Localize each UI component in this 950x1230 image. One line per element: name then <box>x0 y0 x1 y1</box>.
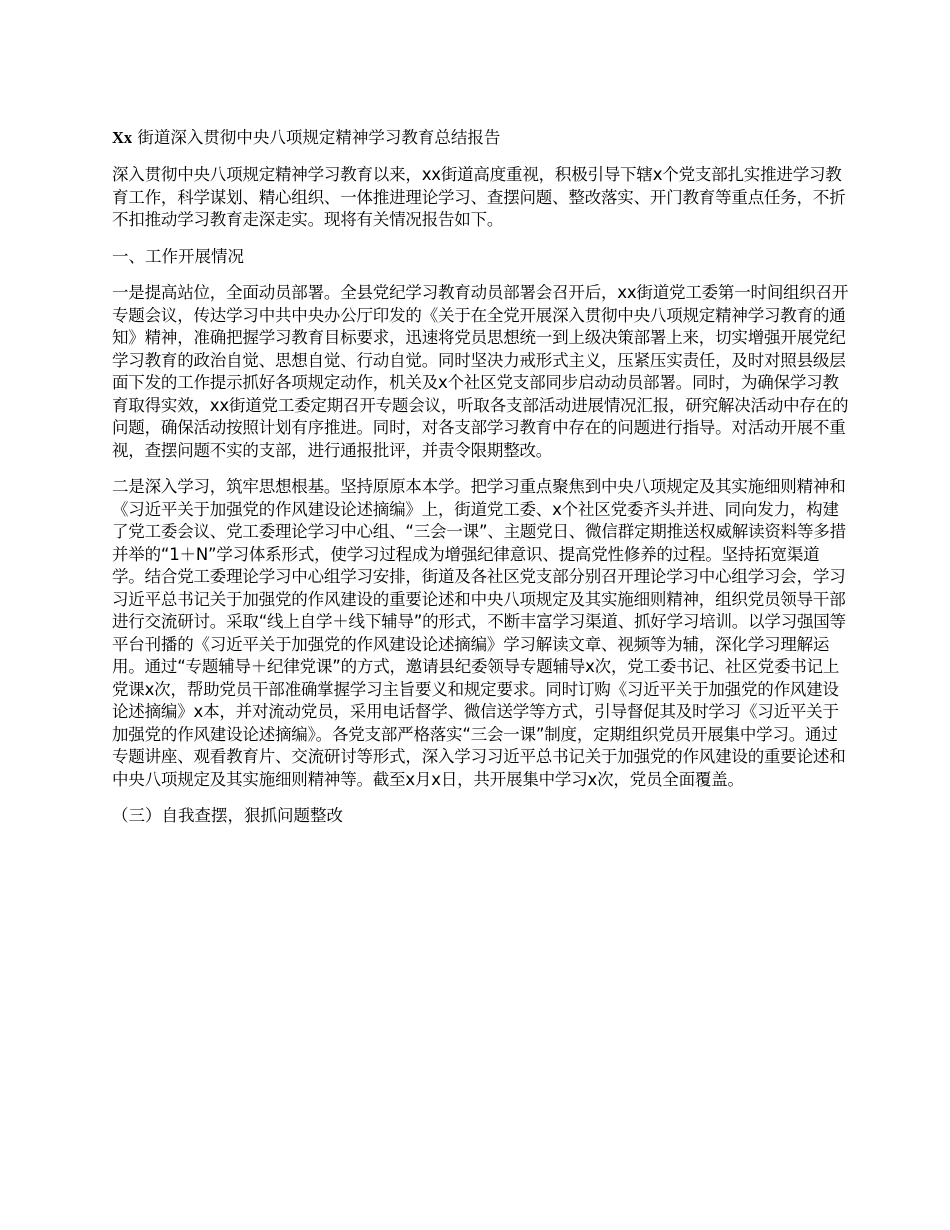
document-title <box>112 126 850 150</box>
title-text: 街道深入贯彻中央八项规定精神学习教育总结报告 <box>137 128 501 147</box>
intro-paragraph: 深入贯彻中央八项规定精神学习教育以来，xx街道高度重视，积极引导下辖x个党支部扎实推进学习教育工作，科学谋划、精心组织、一体推进理论学习、查摆问题、整改落实、开门教育等重点任务，不折不扣推动学习教育走深走实。现将有关情况报告如下。 <box>112 165 846 229</box>
section-heading-self-check: （三）自我查摆，狠抓问题整改 <box>112 806 343 825</box>
paragraph-study: 二是深入学习，筑牢思想根基。坚持原原本本学。把学习重点聚焦到中央八项规定及其实施细则精神和《习近平关于加强党的作风建设论述摘编》上，街道党工委、x个社区党委齐头并进、同向发力，构建了党工委会议、党工委理论学习中心组、“三会一课”、主题党日、微信群定期推送权威解读资料等多措并举的“1＋N”学习体系形式，使学习过程成为增强纪律意识、提高党性修养的过程。坚持拓宽渠道学。结合党工委理论学习中心组学习安排，街道及各社区党支部分别召开理论学习中心组学习会，学习习近平总书记关于加强党的作风建设的重要论述和中央八项规定及其实施细则精神，组织党员领导干部进行交流研讨。采取“线上自学＋线下辅导”的形式，不断丰富学习渠道、抓好学习培训。以学习强国等平台刊播的《习近平关于加强党的作风建设论述摘编》学习解读文章、视频等为辅，深化学习理解运用。通过“专题辅导＋纪律党课”的方式，邀请县纪委领导专题辅导x次，党工委书记、社区党委书记上党课x次，帮助党员干部准确掌握学习主旨要义和规定要求。同时订购《习近平关于加强党的作风建设论述摘编》x本，并对流动党员，采用电话督学、微信送学等方式，引导督促其及时学习《习近平关于加强党的作风建设论述摘编》。各党支部严格落实“三会一课”制度，定期组织党员开展集中学习。通过专题讲座、观看教育片、交流研讨等形式，深入学习习近平总书记关于加强党的作风建设的重要论述和中央八项规定及其实施细则精神等。截至x月x日，共开展集中学习x次，党员全面覆盖。 <box>112 477 846 789</box>
paragraph-mobilization: 一是提高站位，全面动员部署。全县党纪学习教育动员部署会召开后，xx街道党工委第一时间组织召开专题会议，传达学习中共中央办公厅印发的《关于在全党开展深入贯彻中央八项规定精神学习教育的通知》精神，准确把握学习教育目标要求，迅速将党员思想统一到上级决策部署上来，切实增强开展党纪学习教育的政治自觉、思想自觉、行动自觉。同时坚决力戒形式主义，压紧压实责任，及时对照县级层面下发的工作提示抓好各项规定动作，机关及x个社区党支部同步启动动员部署。同时，为确保学习教育取得实效，xx街道党工委定期召开专题会议，听取各支部活动进展情况汇报，研究解决活动中存在的问题，确保活动按照计划有序推进。同时，对各支部学习教育中存在的问题进行指导。对活动开展不重视，查摆问题不实的支部，进行通报批评，并责令限期整改。 <box>112 283 849 460</box>
section-heading-work: 一、工作开展情况 <box>112 246 244 266</box>
title-prefix: Xx <box>112 128 133 147</box>
document-page <box>112 126 850 842</box>
